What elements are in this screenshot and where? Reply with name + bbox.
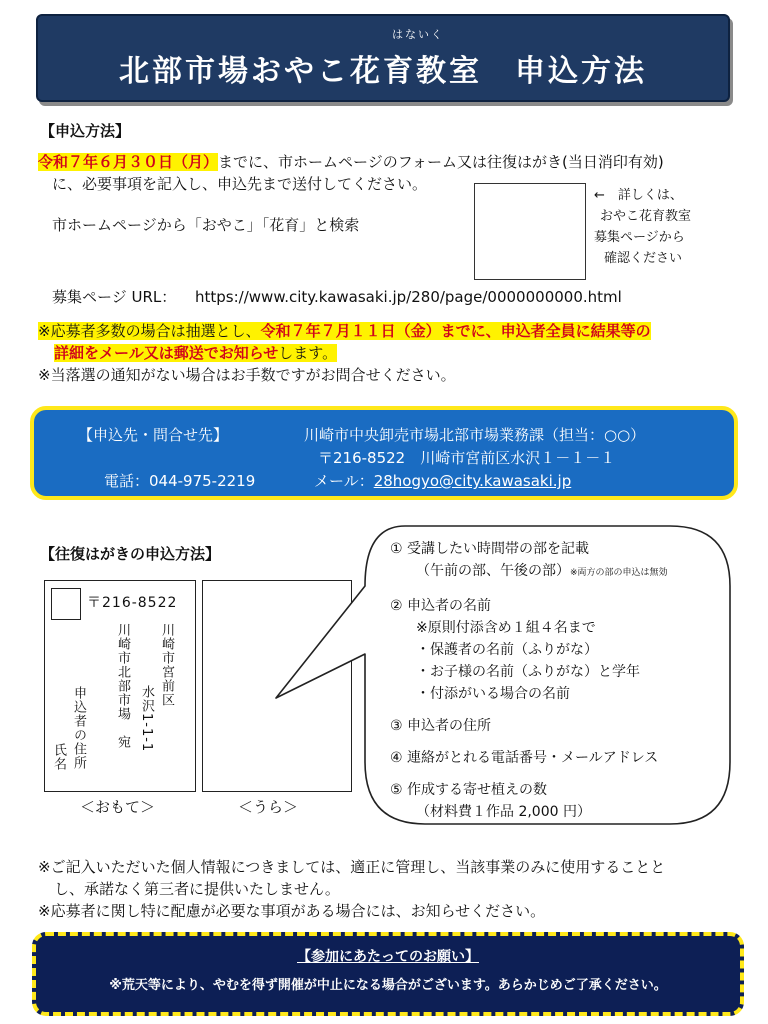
notice-title: 【参加にあたってのお願い】 <box>297 949 479 965</box>
req-item5-sub: （材料費１作品 2,000 円） <box>416 804 591 820</box>
method-line1-rest: までに、市ホームページのフォーム又は往復はがき(当日消印有効) <box>218 153 664 171</box>
req-item2-sub: ※原則付添含め１組４名まで <box>416 620 596 636</box>
recruitment-url[interactable]: https://www.city.kawasaki.jp/280/page/0000000000.html <box>195 288 622 306</box>
req-item1-sub-text: （午前の部、午後の部） <box>416 563 570 579</box>
qr-code-placeholder <box>474 183 586 280</box>
deadline-highlight: 令和７年６月３０日（月） <box>38 153 219 171</box>
lottery-date: 令和７年７月１１日（金）までに、申込者全員に結果等の <box>260 322 651 340</box>
req-item2-bullet1: ・保護者の名前（ふりがな） <box>416 642 598 658</box>
title-ruby: はないく <box>392 28 444 41</box>
contact-org: 川崎市中央卸売市場北部市場業務課（担当：○○） <box>304 426 646 444</box>
lottery-end: します。 <box>278 344 338 362</box>
url-label: 募集ページ URL： <box>52 288 177 306</box>
req-item4: ④ 連絡がとれる電話番号・メールアドレス <box>390 750 659 766</box>
method-line2: に、必要事項を記入し、申込先まで送付してください。 <box>52 175 428 193</box>
lottery-line1 <box>38 320 651 342</box>
postcard-heading: 【往復はがきの申込方法】 <box>40 545 221 563</box>
no-notice-line: ※当落選の通知がない場合はお手数ですがお問合せください。 <box>38 366 456 384</box>
qr-note-line4: 確認ください <box>604 251 683 266</box>
notice-text: ※荒天等により、やむを得ず開催が中止になる場合がございます。あらかじめご了承ください。 <box>109 978 667 993</box>
req-item1: ① 受講したい時間帯の部を記載 <box>390 541 590 557</box>
title-banner <box>36 14 730 102</box>
method-heading: 【申込方法】 <box>40 122 131 140</box>
req-item3: ③ 申込者の住所 <box>390 718 492 734</box>
contact-email-label: メール： <box>314 472 374 490</box>
stamp-box <box>51 588 81 620</box>
lottery-notify: 詳細をメール又は郵送でお知らせ <box>54 344 279 362</box>
url-line <box>52 286 622 308</box>
sender-col1: 申込者の住所 <box>71 686 86 770</box>
contact-address: 〒216‐8522 川崎市宮前区水沢１－１－１ <box>318 449 616 467</box>
qr-note-line3: 募集ページから <box>594 230 685 245</box>
address-col2: 水沢1-1-1 <box>139 685 154 753</box>
req-item1-sub <box>416 560 668 580</box>
req-item2: ② 申込者の名前 <box>390 598 492 614</box>
contact-phone: 電話：044-975-2219 <box>104 472 256 490</box>
contact-email-link[interactable]: 28hogyo@city.kawasaki.jp <box>373 472 572 490</box>
address-col3: 川崎市北部市場 宛 <box>115 623 130 749</box>
privacy-line2: し、承諾なく第三者に提供いたしません。 <box>54 880 340 898</box>
qr-note-line1: ← 詳しくは、 <box>594 188 683 203</box>
req-item5: ⑤ 作成する寄せ植えの数 <box>390 782 548 798</box>
front-label: ＜おもて＞ <box>80 798 156 816</box>
address-col1: 川崎市宮前区 <box>159 623 174 707</box>
method-line1 <box>38 151 664 173</box>
postcard-front <box>44 580 196 792</box>
sender-col2: 氏名 <box>51 743 66 771</box>
privacy-line3: ※応募者に関し特に配慮が必要な事項がある場合には、お知らせください。 <box>38 902 546 920</box>
req-item2-bullet2: ・お子様の名前（ふりがな）と学年 <box>416 664 640 680</box>
qr-note <box>594 185 691 269</box>
req-item1-note: ※両方の部の申込は無効 <box>570 568 668 578</box>
contact-label: 【申込先・問合せ先】 <box>78 426 229 444</box>
search-instruction: 市ホームページから「おやこ」「花育」と検索 <box>52 216 360 234</box>
lottery-prefix: ※応募者多数の場合は抽選とし、 <box>38 322 261 340</box>
notice-box <box>32 932 744 1016</box>
postcode: 〒216-8522 <box>87 595 178 611</box>
req-item2-bullet3: ・付添がいる場合の名前 <box>416 686 570 702</box>
qr-note-line2: おやこ花育教室 <box>600 209 692 224</box>
contact-email-line <box>314 470 571 491</box>
back-label: ＜うら＞ <box>238 798 299 816</box>
privacy-line1: ※ご記入いただいた個人情報につきましては、適正に管理し、当該事業のみに使用することと <box>38 858 666 876</box>
contact-box <box>30 406 738 500</box>
lottery-line2 <box>54 342 337 364</box>
page-title: 北部市場おやこ花育教室 申込方法 <box>119 54 647 89</box>
